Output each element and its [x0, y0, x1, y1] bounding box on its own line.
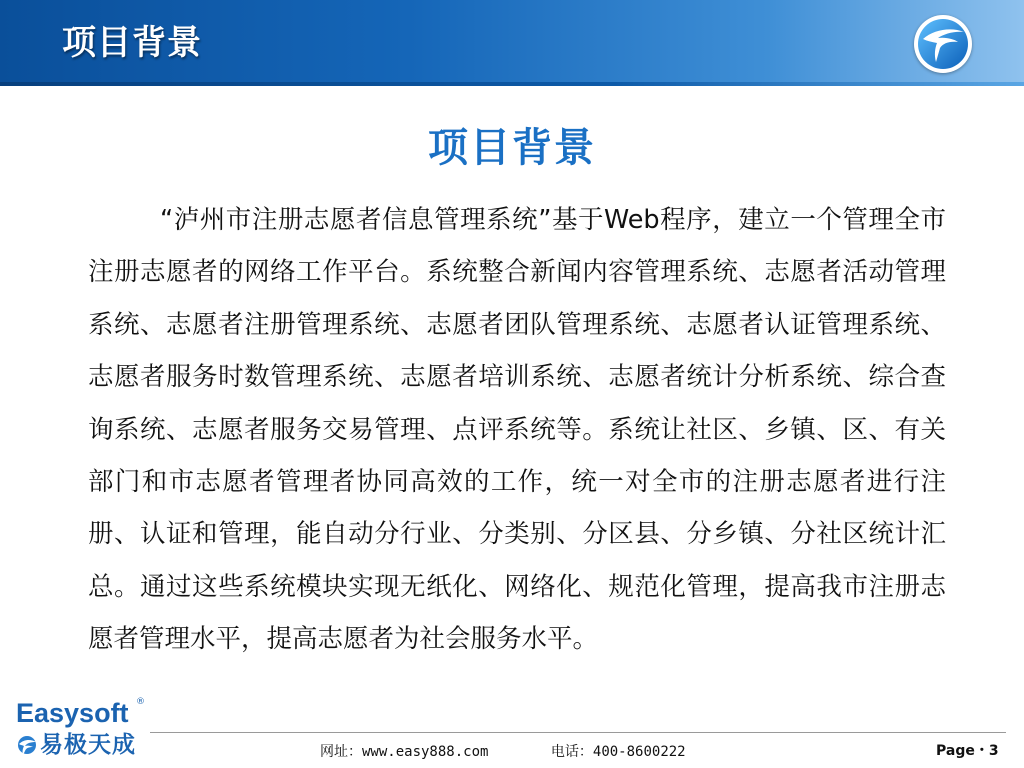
- registered-mark: ®: [136, 697, 145, 707]
- page-number: Page・3: [936, 743, 999, 759]
- body-paragraph: “泸州市注册志愿者信息管理系统”基于Web程序，建立一个管理全市注册志愿者的网络工作平台。系统整合新闻内容管理系统、志愿者活动管理系统、志愿者注册管理系统、志愿者团队管理系统、志愿者认证管理系统、志愿者服务时数管理系统、志愿者培训系统、志愿者统计分析系统、综合查询系统、志愿者服务交易管理、点评系统等。系统让社区、乡镇、区、有关部门和市志愿者管理者协同高效的工作，统一对全市的注册志愿者进行注册、认证和管理，能自动分行业、分类别、分区县、分乡镇、分社区统计汇总。通过这些系统模块实现无纸化、网络化、规范化管理，提高我市注册志愿者管理水平，提高志愿者为社会服务水平。: [88, 205, 946, 655]
- header-bar: [0, 0, 1024, 86]
- footer-contact: [320, 742, 686, 762]
- brand-name-chinese: 易极天成: [40, 732, 136, 758]
- brand-cn-row: [16, 730, 136, 760]
- content-title: 项目背景: [428, 125, 596, 171]
- footer-divider: [150, 732, 1006, 733]
- phone-number: 400-8600222: [592, 744, 686, 760]
- website-label: 网址：: [320, 744, 362, 760]
- swoosh-icon: [16, 734, 38, 756]
- company-logo-icon: [914, 15, 972, 73]
- website-link[interactable]: www.easy888.com: [362, 744, 489, 760]
- brand-name-english: Easysoft: [16, 698, 129, 728]
- phone-label: 电话：: [550, 744, 593, 760]
- header-title: 项目背景: [62, 23, 202, 63]
- brand-logo: [16, 696, 146, 764]
